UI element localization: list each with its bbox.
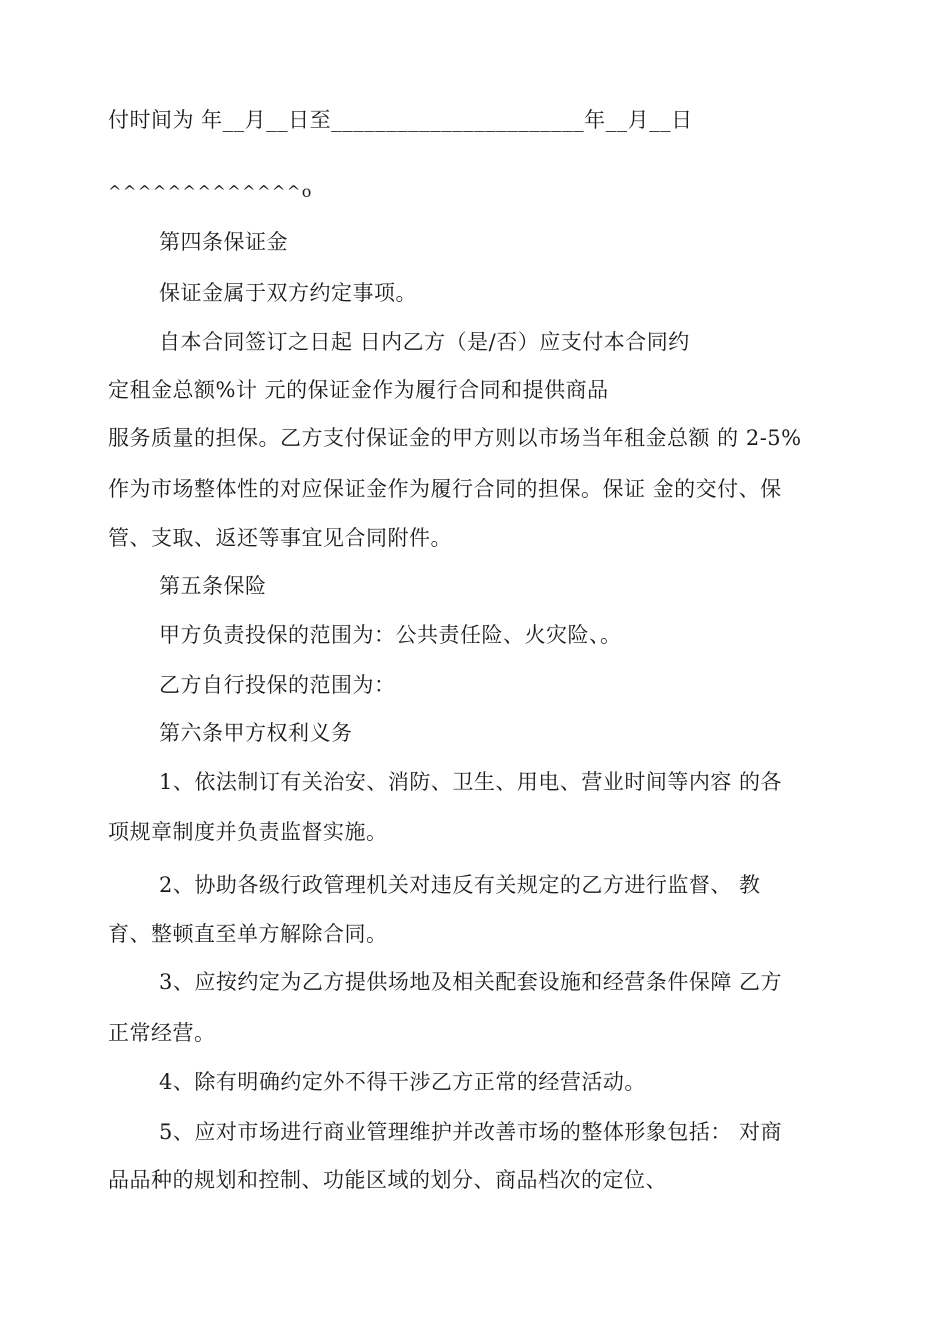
paragraph-line: 乙方自行投保的范围为： [159,673,396,697]
paragraph-line: 甲方负责投保的范围为：公共责任险、火灾险、。 [159,623,622,647]
list-item-continuation: 正常经营。 [108,1021,216,1045]
list-item: 2、协助各级行政管理机关对违反有关规定的乙方进行监督、 教 [159,873,761,897]
paragraph-line: 作为市场整体性的对应保证金作为履行合同的担保。保证 金的交付、保 [108,477,782,501]
paragraph-line: 服务质量的担保。乙方支付保证金的甲方则以市场当年租金总额 的 2-5% [108,426,802,450]
payment-period-line: 付时间为 年__月__日至_______________________年__月__日 [108,108,693,132]
list-item: 5、应对市场进行商业管理维护并改善市场的整体形象包括： 对商 [159,1120,783,1144]
list-item: 1、依法制订有关治安、消防、卫生、用电、营业时间等内容 的各 [159,770,783,794]
paragraph-line: 自本合同签订之日起 日内乙方（是/否）应支付本合同约 [159,330,690,354]
caret-line: ^^^^^^^^^^^^^o [108,182,313,201]
list-item: 3、应按约定为乙方提供场地及相关配套设施和经营条件保障 乙方 [159,970,783,994]
paragraph-line: 保证金属于双方约定事项。 [159,281,417,305]
article-5-heading: 第五条保险 [159,574,267,598]
list-item-continuation: 育、整顿直至单方解除合同。 [108,922,388,946]
article-4-heading: 第四条保证金 [159,230,288,254]
list-item-continuation: 品品种的规划和控制、功能区域的划分、商品档次的定位、 [108,1168,667,1192]
paragraph-line: 管、支取、返还等事宜见合同附件。 [108,526,452,550]
paragraph-line: 定租金总额%计 元的保证金作为履行合同和提供商品 [108,378,609,402]
list-item: 4、除有明确约定外不得干涉乙方正常的经营活动。 [159,1070,646,1094]
article-6-heading: 第六条甲方权利义务 [159,721,353,745]
list-item-continuation: 项规章制度并负责监督实施。 [108,820,388,844]
